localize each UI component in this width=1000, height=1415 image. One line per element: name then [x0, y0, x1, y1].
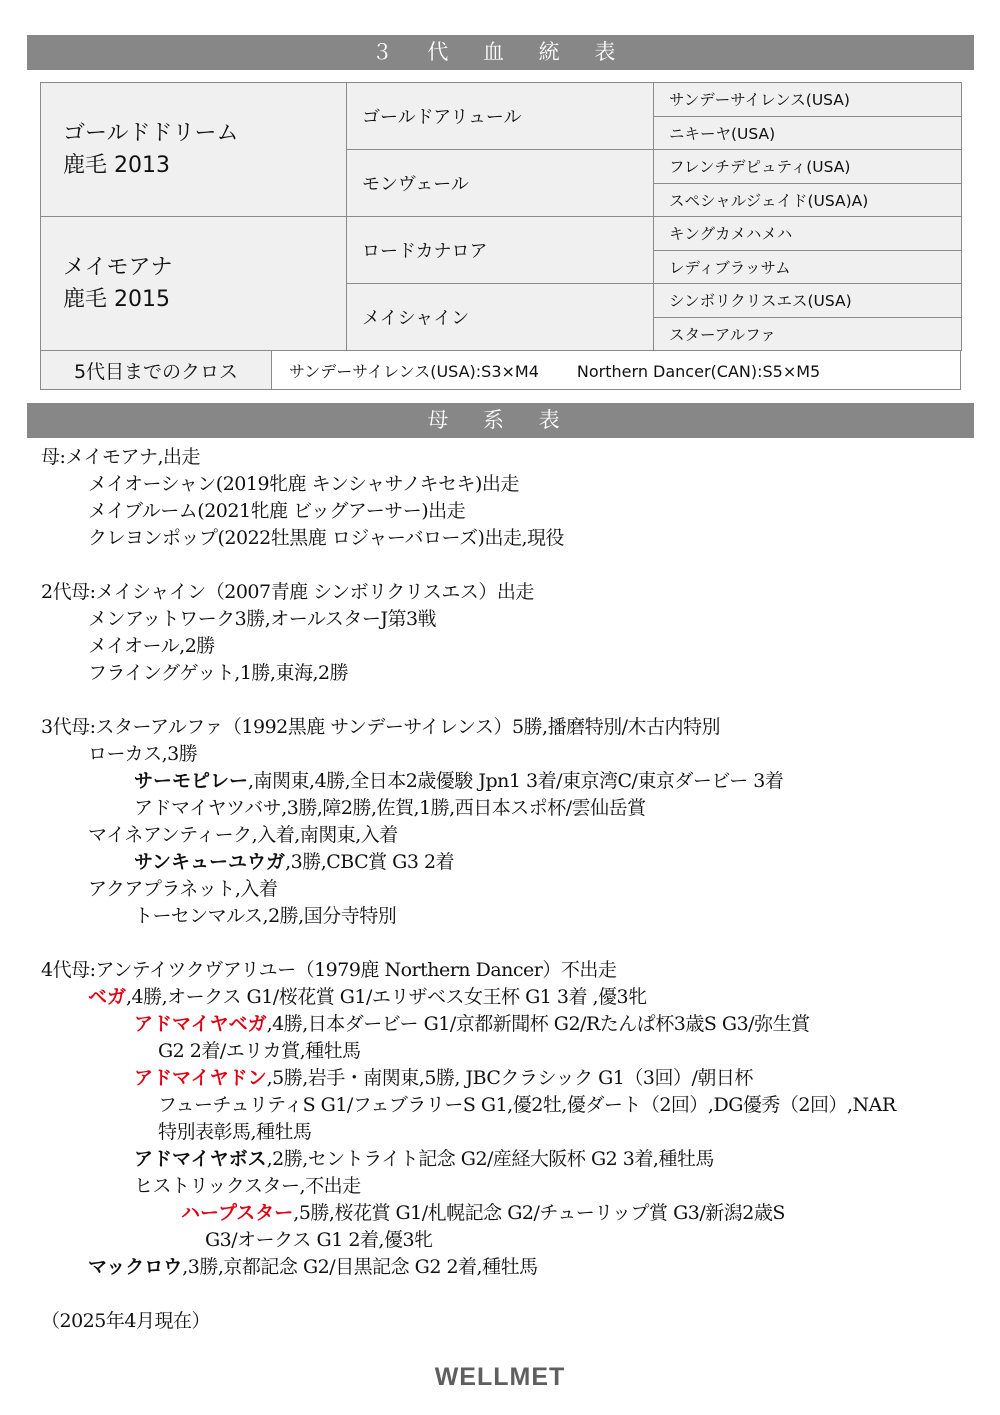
family-line [0, 1038, 1000, 1065]
family-line [0, 1308, 1000, 1335]
family-text: ,3勝,CBC賞 G3 2着 [285, 851, 455, 873]
family-text: フューチュリティS G1/フェブラリーS G1,優2牡,優ダート（2回）,DG優秀（2回）,NAR [158, 1094, 896, 1116]
sire-name: ゴールドドリーム [63, 120, 239, 146]
gp-8: スターアルファ [654, 317, 962, 351]
family-text: G3/オークス G1 2着,優3牝 [205, 1229, 433, 1251]
family-line [0, 606, 1000, 633]
sire-cell [41, 83, 347, 217]
family-line [0, 714, 1000, 741]
family-text: 4代母:アンテイツクヴアリユー（1979鹿 Northern Dancer）不出走 [41, 959, 617, 981]
horse-name-red: ハープスター [181, 1202, 294, 1224]
family-line [0, 903, 1000, 930]
family-text: 2代母:メイシャイン（2007青鹿 シンボリクリスエス）出走 [41, 581, 534, 603]
family-text: メイオール,2勝 [88, 635, 215, 657]
gp-5: キングカメハメハ [654, 217, 962, 251]
family-text: ,4勝,日本ダービー G1/京都新聞杯 G2/Rたんぱ杯3歳S G3/弥生賞 [266, 1013, 810, 1035]
gp-7: シンボリクリスエス(USA) [654, 284, 962, 318]
family-text: クレヨンポップ(2022牡黒鹿 ロジャーバローズ)出走,現役 [88, 527, 564, 549]
family-line [0, 822, 1000, 849]
family-text: フライングゲット,1勝,東海,2勝 [88, 662, 349, 684]
family-line [0, 471, 1000, 498]
family-line [0, 984, 1000, 1011]
family-line [0, 795, 1000, 822]
family-line [0, 1227, 1000, 1254]
dam-sire: ロードカナロア [347, 217, 654, 284]
gp-1: サンデーサイレンス(USA) [654, 83, 962, 117]
family-text: ,2勝,セントライト記念 G2/産経大阪杯 G2 3着,種牡馬 [266, 1148, 714, 1170]
gp-3: フレンチデピュティ(USA) [654, 150, 962, 184]
cross-table [40, 350, 961, 390]
family-line [0, 849, 1000, 876]
family-line [0, 1200, 1000, 1227]
family-line [0, 444, 1000, 471]
horse-name-bold: アドマイヤボス [134, 1148, 267, 1170]
dam-cell [41, 217, 347, 351]
sire-dam: モンヴェール [347, 150, 654, 217]
family-spacer [0, 687, 1000, 714]
family-text: G2 2着/エリカ賞,種牡馬 [158, 1040, 361, 1062]
family-line [0, 957, 1000, 984]
family-text: 3代母:スターアルファ（1992黒鹿 サンデーサイレンス）5勝,播磨特別/木古内特別 [41, 716, 720, 738]
horse-name-red: アドマイヤドン [134, 1067, 267, 1089]
sire-info: 鹿毛 2013 [63, 152, 170, 178]
family-line [0, 1065, 1000, 1092]
dam-info: 鹿毛 2015 [63, 286, 170, 312]
family-spacer [0, 552, 1000, 579]
horse-name-bold: サーモピレー [134, 770, 249, 792]
pedigree-table [40, 82, 962, 351]
family-text: （2025年4月現在） [41, 1310, 210, 1332]
family-spacer [0, 930, 1000, 957]
family-text: メイオーシャン(2019牝鹿 キンシャサノキセキ)出走 [88, 473, 519, 495]
horse-name-bold: マックロウ [88, 1256, 183, 1278]
family-list [0, 444, 1000, 1335]
family-text: 母:メイモアナ,出走 [41, 446, 201, 468]
family-text: ,5勝,桜花賞 G1/札幌記念 G2/チューリップ賞 G3/新潟2歳S [293, 1202, 785, 1224]
family-text: アドマイヤツバサ,3勝,障2勝,佐賀,1勝,西日本スポ杯/雲仙岳賞 [134, 797, 646, 819]
family-line [0, 1119, 1000, 1146]
family-line [0, 579, 1000, 606]
family-text: ,3勝,京都記念 G2/目黒記念 G2 2着,種牡馬 [182, 1256, 538, 1278]
gp-2: ニキーヤ(USA) [654, 116, 962, 150]
family-text: ヒストリックスター,不出走 [134, 1175, 361, 1197]
family-line [0, 1146, 1000, 1173]
horse-name-red: ベガ [88, 986, 127, 1008]
family-line [0, 633, 1000, 660]
family-line [0, 876, 1000, 903]
cross-label: 5代目までのクロス [41, 351, 272, 390]
family-line [0, 1173, 1000, 1200]
family-text: ,南関東,4勝,全日本2歳優駿 Jpn1 3着/東京湾C/東京ダービー 3着 [248, 770, 784, 792]
family-text: メンアットワーク3勝,オールスターJ第3戦 [88, 608, 437, 630]
gp-6: レディブラッサム [654, 250, 962, 284]
family-text: ,5勝,岩手・南関東,5勝, JBCクラシック G1（3回）/朝日杯 [266, 1067, 753, 1089]
cross-2: Northern Dancer(CAN):S5×M5 [576, 361, 821, 381]
family-line [0, 1092, 1000, 1119]
family-line [0, 741, 1000, 768]
family-line [0, 660, 1000, 687]
family-line [0, 768, 1000, 795]
family-text: メイブルーム(2021牝鹿 ビッグアーサー)出走 [88, 500, 466, 522]
family-text: アクアプラネット,入着 [88, 878, 278, 900]
horse-name-bold: サンキューユウガ [134, 851, 286, 873]
dam-dam: メイシャイン [347, 284, 654, 351]
cross-1: サンデーサイレンス(USA):S3×M4 [289, 361, 539, 381]
wellmet-logo: WELLMET [434, 1363, 566, 1391]
family-text: トーセンマルス,2勝,国分寺特別 [134, 905, 397, 927]
family-text: ローカス,3勝 [88, 743, 198, 765]
family-line [0, 1254, 1000, 1281]
family-text: 特別表彰馬,種牡馬 [158, 1121, 312, 1143]
family-line [0, 525, 1000, 552]
family-spacer [0, 1281, 1000, 1308]
family-text: ,4勝,オークス G1/桜花賞 G1/エリザベス女王杯 G1 3着 ,優3牝 [126, 986, 647, 1008]
cross-values [272, 351, 961, 390]
dam-name: メイモアナ [63, 254, 173, 280]
family-line [0, 1011, 1000, 1038]
gp-4: スペシャルジェイド(USA)A) [654, 183, 962, 217]
sire-sire: ゴールドアリュール [347, 83, 654, 150]
family-text: マイネアンティーク,入着,南関東,入着 [88, 824, 398, 846]
family-line [0, 498, 1000, 525]
pedigree-header-bar: ３ 代 血 統 表 [27, 35, 974, 70]
horse-name-red: アドマイヤベガ [134, 1013, 267, 1035]
family-header-bar: 母 系 表 [27, 403, 974, 438]
